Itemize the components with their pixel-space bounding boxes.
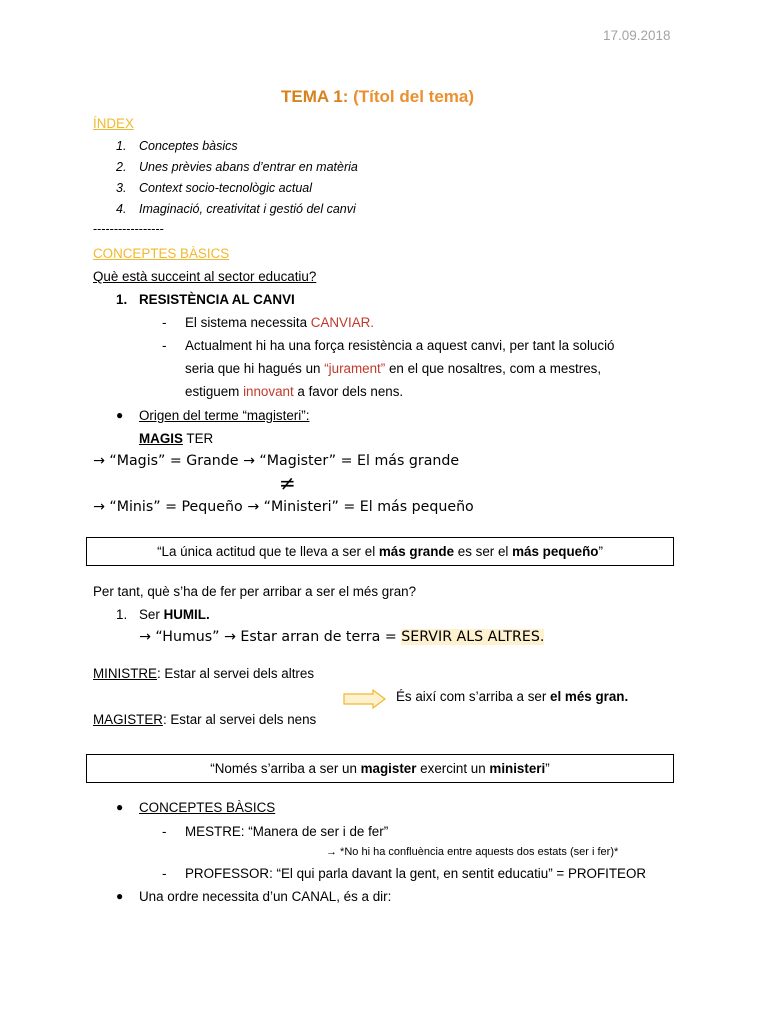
title-prefix: TEMA 1: xyxy=(281,87,349,106)
definition: : Estar al servei dels altres xyxy=(156,666,315,681)
list-item-number: 1. xyxy=(116,607,128,622)
text-span: El sistema necessita xyxy=(185,315,311,330)
bullet: ● xyxy=(116,800,124,814)
note-line: → *No hi ha confluència entre aquests dos estats (ser i fer)* xyxy=(326,846,619,858)
dash: - xyxy=(162,824,167,839)
bold-word: ministeri xyxy=(489,761,546,776)
dash: - xyxy=(162,315,167,330)
index-num: 1. xyxy=(116,139,127,153)
quote-box xyxy=(86,537,674,566)
bold-word: HUMIL. xyxy=(163,607,210,622)
index-text: Conceptes bàsics xyxy=(139,139,238,153)
section-question: Què està succeint al sector educatiu? xyxy=(93,269,317,284)
text-span: a favor dels nens. xyxy=(293,384,404,399)
mestre-line: MESTRE: “Manera de ser i de fer” xyxy=(185,824,389,839)
index-text: Context socio-tecnològic actual xyxy=(139,181,313,195)
term: MINISTRE xyxy=(93,666,157,681)
index-item xyxy=(116,160,358,174)
highlighted-phrase: SERVIR ALS ALTRES. xyxy=(401,629,545,645)
professor-line: PROFESSOR: “El qui parla davant la gent, en sentit educatiu” = PROFITEOR xyxy=(185,866,647,881)
index-text: Imaginació, creativitat i gestió del canvi xyxy=(139,202,356,216)
highlight-word: “jurament” xyxy=(324,361,386,376)
minis-line: → “Minis” = Pequeño → “Ministeri” = El más pequeño xyxy=(93,499,474,515)
text-span: ” xyxy=(545,761,550,776)
text-span: seria que hi hagués un xyxy=(185,361,325,376)
section-heading: CONCEPTES BÀSICS xyxy=(93,246,230,261)
magis-word: MAGIS xyxy=(139,431,183,446)
bold-word: magister xyxy=(360,761,417,776)
text-span: És així com s’arriba a ser xyxy=(396,689,551,704)
bullet: ● xyxy=(116,889,124,903)
text-span: ” xyxy=(598,544,603,559)
list-item-number: 1. xyxy=(116,292,128,307)
index-item xyxy=(116,202,356,216)
highlight-word: innovant xyxy=(243,384,294,399)
bold-word: más grande xyxy=(378,544,455,559)
highlight-word: CANVIAR. xyxy=(310,315,375,330)
text-span: Ser xyxy=(139,607,164,622)
dash: - xyxy=(162,866,167,881)
index-num: 4. xyxy=(116,202,127,216)
ministre-line xyxy=(93,666,314,681)
separator: ----------------- xyxy=(93,222,164,236)
text-span: en el que nosaltres, com a mestres, xyxy=(385,361,602,376)
section-question: Per tant, què s’ha de fer per arribar a ser el més gran? xyxy=(93,584,417,599)
right-arrow-icon xyxy=(343,689,387,709)
humus-line xyxy=(139,629,544,645)
text-line: Actualment hi ha una força resistència a aquest canvi, per tant la solució xyxy=(185,338,615,353)
text-span: estiguem xyxy=(185,384,244,399)
magister-line xyxy=(93,712,316,727)
date: 17.09.2018 xyxy=(603,28,671,43)
index-item xyxy=(116,181,313,195)
index-item xyxy=(116,139,238,153)
title-rest: (Títol del tema) xyxy=(353,87,475,106)
index-heading: ÍNDEX xyxy=(93,116,134,131)
page-title xyxy=(281,87,474,107)
section-heading: CONCEPTES BÀSICS xyxy=(139,800,276,815)
arrow-caption xyxy=(396,689,628,704)
definition: : Estar al servei dels nens xyxy=(162,712,317,727)
bullet: ● xyxy=(116,408,124,422)
text-span: es ser el xyxy=(454,544,513,559)
magis-line: → “Magis” = Grande → “Magister” = El más grande xyxy=(93,453,460,469)
index-text: Unes prèvies abans d’entrar en matèria xyxy=(139,160,358,174)
text-line xyxy=(185,361,601,376)
text-line xyxy=(185,384,403,399)
bold-word: el més gran. xyxy=(550,689,629,704)
text-span: “La única actitud que te lleva a ser el xyxy=(157,544,379,559)
bold-word: más pequeño xyxy=(512,544,599,559)
index-num: 3. xyxy=(116,181,127,195)
term: MAGISTER xyxy=(93,712,163,727)
index-num: 2. xyxy=(116,160,127,174)
canal-line: Una ordre necessita d’un CANAL, és a dir: xyxy=(139,889,392,904)
quote-box xyxy=(86,754,674,783)
dash: - xyxy=(162,338,167,353)
not-equal-icon: ≠ xyxy=(279,471,296,495)
ser-humil xyxy=(139,607,210,622)
text-span: → “Humus” → Estar arran de terra = xyxy=(139,629,402,645)
text-span: exercint un xyxy=(416,761,490,776)
list-item-title: RESISTÈNCIA AL CANVI xyxy=(139,292,295,307)
ter-word: TER xyxy=(182,431,214,446)
origin-label: Origen del terme “magisteri”: xyxy=(139,408,310,423)
text-span: “Només s’arriba a ser un xyxy=(210,761,361,776)
magis-ter xyxy=(139,431,213,446)
text-line xyxy=(185,315,374,330)
